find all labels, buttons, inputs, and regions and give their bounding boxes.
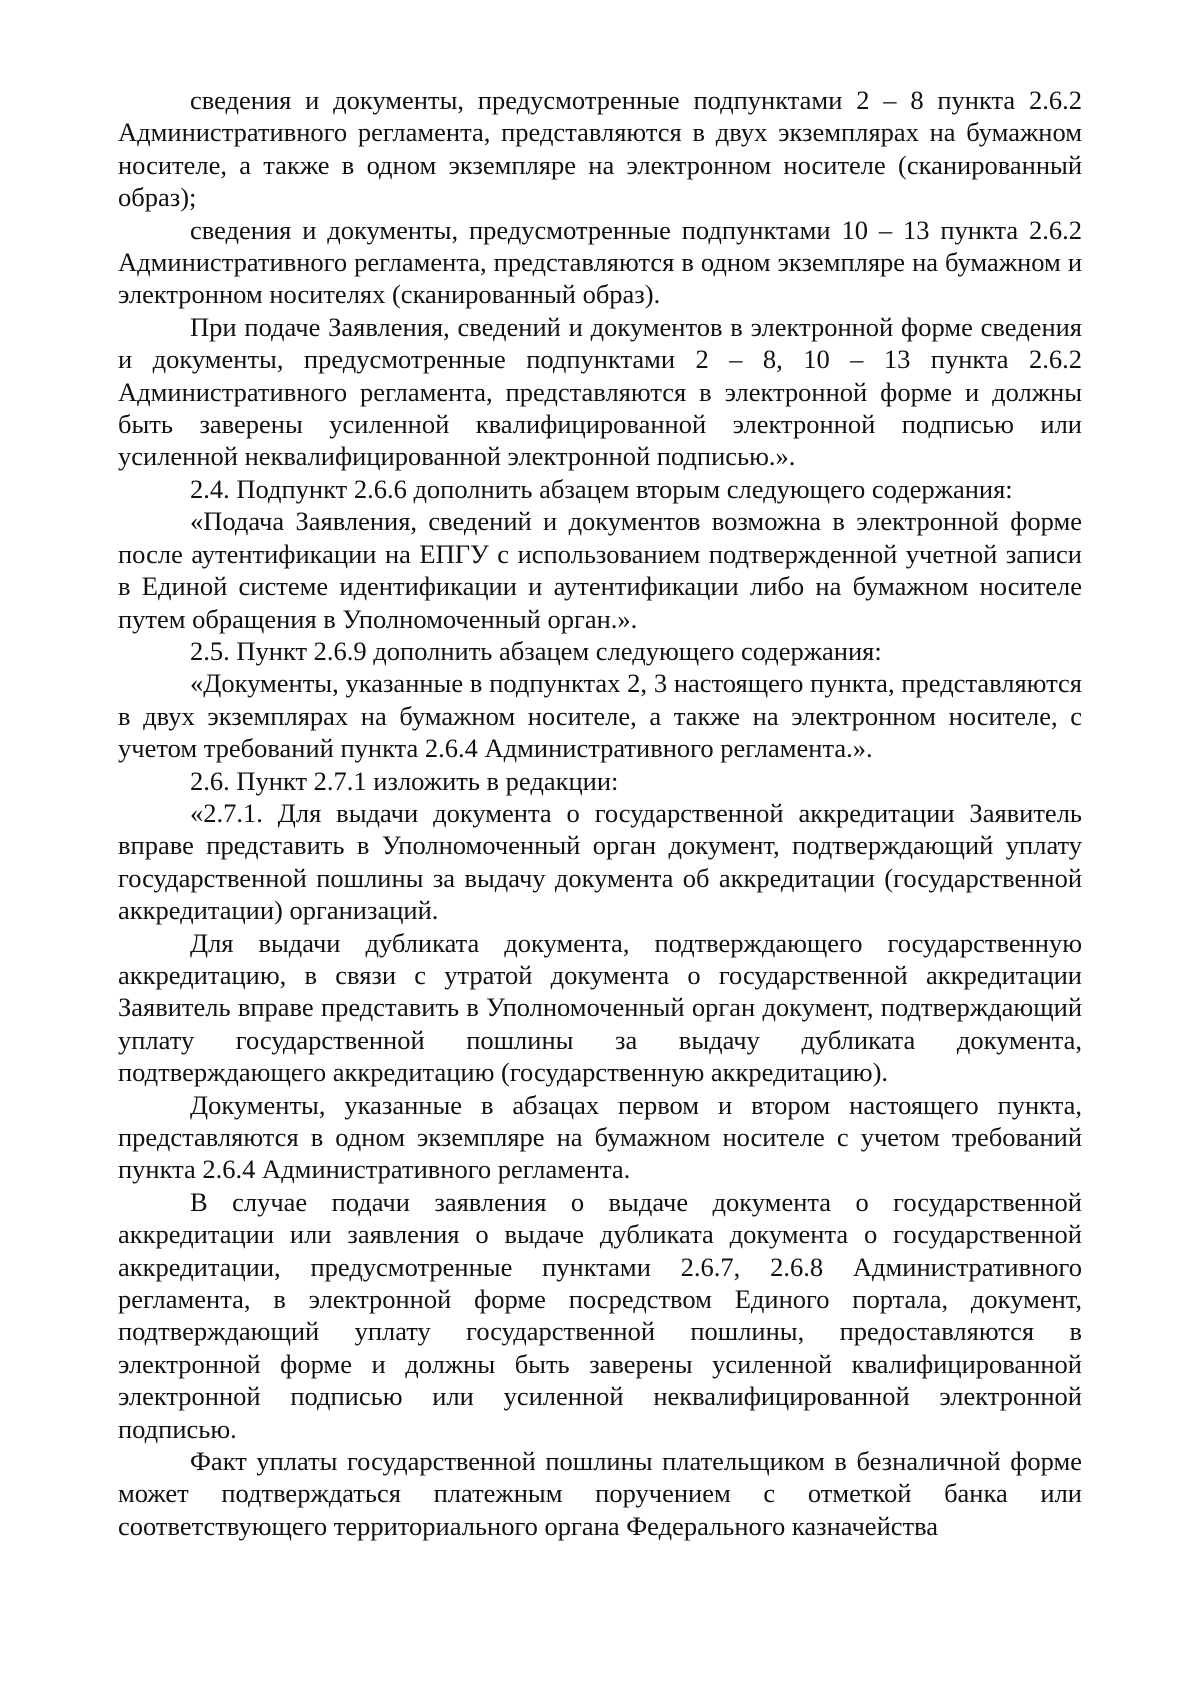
paragraph-7: «Документы, указанные в подпунктах 2, 3 настоящего пункта, представляются в двух экземплярах на бумажном носителе, а также на электронном носителе, с учетом требований пункта 2.6.4 Административного регламента.». [118,668,1082,764]
paragraph-1: сведения и документы, предусмотренные подпунктами 2 – 8 пункта 2.6.2 Административного регламента, представляются в двух экземплярах на бумажном носителе, а также в одном экземпляре на электронном носителе (сканированный образ); [118,85,1082,213]
paragraph-2: сведения и документы, предусмотренные подпунктами 10 – 13 пункта 2.6.2 Административного регламента, представляются в одном экземпляре на бумажном и электронном носителях (сканированный образ). [118,214,1082,310]
document-page [118,84,1082,1542]
paragraph-8: 2.6. Пункт 2.7.1 изложить в редакции: [190,765,619,796]
paragraph-13: Факт уплаты государственной пошлины плательщиком в безналичной форме может подтверждаться платежным поручением с отметкой банка или соответствующего территориального органа Федерального казначейства [118,1446,1082,1541]
paragraph-4: 2.4. Подпункт 2.6.6 дополнить абзацем вторым следующего содержания: [190,473,1013,504]
paragraph-3: При подаче Заявления, сведений и документов в электронной форме сведения и документы, предусмотренные подпунктами 2 – 8, 10 – 13 пункта 2.6.2 Административного регламента, представляются в электронной форме и должны быть заверены усиленной квалифицированной электронной подписью или усиленной неквалифицированной электронной подписью.». [118,311,1082,472]
paragraph-5: «Подача Заявления, сведений и документов возможна в электронной форме после аутентификации на ЕПГУ с использованием подтвержденной учетной записи в Единой системе идентификации и аутентификации либо на бумажном носителе путем обращения в Уполномоченный орган.». [118,506,1082,634]
paragraph-6: 2.5. Пункт 2.6.9 дополнить абзацем следующего содержания: [190,635,882,666]
paragraph-11: Документы, указанные в абзацах первом и втором настоящего пункта, представляются в одном экземпляре на бумажном носителе с учетом требований пункта 2.6.4 Административного регламента. [118,1089,1082,1185]
paragraph-10: Для выдачи дубликата документа, подтверждающего государственную аккредитацию, в связи с утратой документа о государственной аккредитации Заявитель вправе представить в Уполномоченный орган документ, подтверждающий уплату государственной пошлины за выдачу дубликата документа, подтверждающего аккредитацию (государственную аккредитацию). [118,927,1082,1088]
paragraph-9: «2.7.1. Для выдачи документа о государственной аккредитации Заявитель вправе представить в Уполномоченный орган документ, подтверждающий уплату государственной пошлины за выдачу документа об аккредитации (государственной аккредитации) организаций. [118,797,1082,926]
paragraph-12: В случае подачи заявления о выдаче документа о государственной аккредитации или заявления о выдаче дубликата документа о государственной аккредитации, предусмотренные пунктами 2.6.7, 2.6.8 Административного регламента, в электронной форме посредством Единого портала, документ, подтверждающий уплату государственной пошлины, предоставляются в электронной форме и должны быть заверены усиленной квалифицированной электронной подписью или усиленной неквалифицированной электронной подписью. [118,1186,1082,1444]
